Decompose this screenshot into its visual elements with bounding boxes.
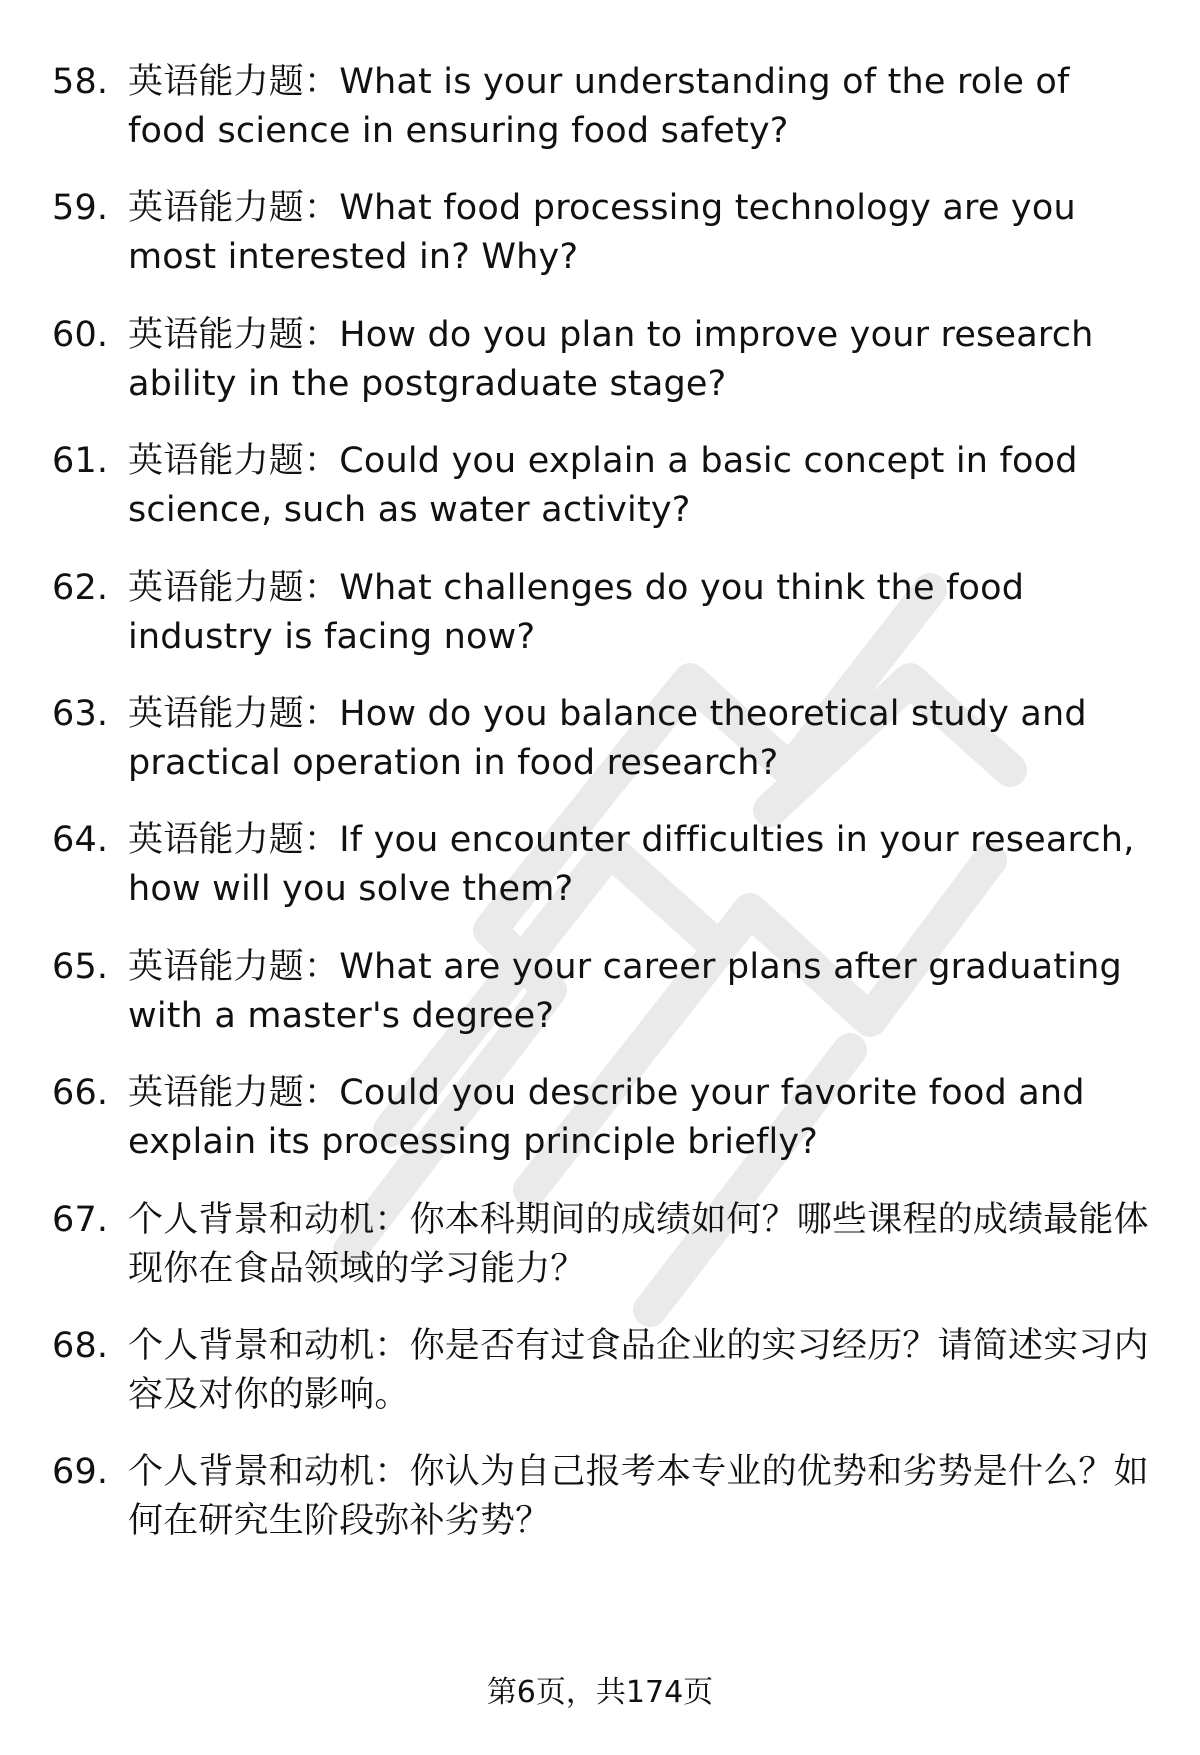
- question-number: 66.: [52, 1073, 109, 1114]
- question-number: 61.: [52, 441, 109, 482]
- question-text: What food processing technology are you most interested in? Why?: [128, 188, 1076, 278]
- question-category: 个人背景和动机：: [128, 1325, 410, 1366]
- question-text: What is your understanding of the role of food science in ensuring food safety?: [128, 62, 1070, 151]
- question-item: [52, 311, 1152, 409]
- question-text: 你本科期间的成绩如何？哪些课程的成绩最能体现你在食品领域的学习能力？: [128, 1199, 1149, 1289]
- question-text: How do you balance theoretical study and practical operation in food research?: [128, 693, 1087, 783]
- question-text: How do you plan to improve your research ability in the postgraduate stage?: [128, 314, 1094, 404]
- question-number: 58.: [52, 62, 109, 102]
- question-text: Could you describe your favorite food and explain its processing principle briefly?: [128, 1073, 1085, 1163]
- question-number: 65.: [52, 946, 109, 987]
- question-item: [52, 943, 1152, 1041]
- question-category: 英语能力题：: [128, 441, 340, 482]
- question-category: 英语能力题：: [128, 62, 340, 102]
- question-number: 63.: [52, 693, 109, 734]
- question-item: [52, 1448, 1152, 1546]
- question-category: 英语能力题：: [128, 820, 340, 861]
- question-number: 68.: [52, 1325, 109, 1366]
- question-text: 你认为自己报考本专业的优势和劣势是什么？如何在研究生阶段弥补劣势？: [128, 1452, 1149, 1542]
- question-category: 英语能力题：: [128, 567, 340, 608]
- question-category: 个人背景和动机：: [128, 1199, 410, 1240]
- question-item: [52, 1196, 1152, 1294]
- question-item: [52, 1069, 1152, 1167]
- question-list: [52, 58, 1152, 1575]
- question-item: [52, 564, 1152, 662]
- question-number: 62.: [52, 567, 109, 608]
- question-category: 英语能力题：: [128, 188, 340, 229]
- question-number: 59.: [52, 188, 109, 229]
- question-number: 67.: [52, 1199, 109, 1240]
- question-item: [52, 184, 1152, 282]
- page-indicator: 第6页，共174页: [486, 1675, 714, 1710]
- question-text: If you encounter difficulties in your research, how will you solve them?: [128, 820, 1135, 910]
- question-text: 你是否有过食品企业的实习经历？请简述实习内容及对你的影响。: [128, 1325, 1149, 1415]
- question-category: 个人背景和动机：: [128, 1452, 410, 1493]
- question-number: 69.: [52, 1452, 109, 1493]
- question-number: 64.: [52, 820, 109, 861]
- question-number: 60.: [52, 314, 109, 355]
- question-item: [52, 816, 1152, 914]
- question-item: [52, 58, 1152, 156]
- question-category: 英语能力题：: [128, 1073, 340, 1114]
- question-text: What challenges do you think the food industry is facing now?: [128, 567, 1025, 657]
- question-item: [52, 1322, 1152, 1420]
- question-category: 英语能力题：: [128, 946, 340, 987]
- question-category: 英语能力题：: [128, 314, 340, 355]
- question-item: [52, 437, 1152, 535]
- question-text: What are your career plans after graduating with a master's degree?: [128, 946, 1122, 1036]
- question-text: Could you explain a basic concept in food science, such as water activity?: [128, 441, 1078, 531]
- question-category: 英语能力题：: [128, 693, 340, 734]
- question-item: [52, 690, 1152, 788]
